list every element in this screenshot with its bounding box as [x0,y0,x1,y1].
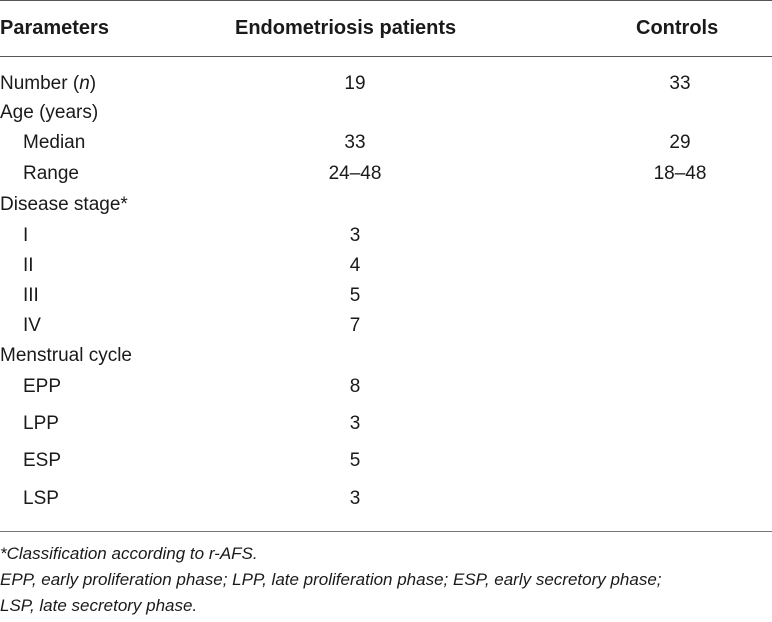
endo-value-text: 3 [349,413,361,434]
footnote-abbreviations-line2: LSP, late secretory phase. [0,596,198,615]
footnote-abbreviations-line1: EPP, early proliferation phase; LPP, late proliferation phase; ESP, early secretory phase; [0,570,662,589]
endo-value-text: 3 [349,225,361,246]
row-label: III [23,285,39,306]
ctrl-value-text: 29 [669,132,691,153]
row-label: II [23,255,34,276]
table-row-median [0,131,772,161]
row-label: Menstrual cycle [0,345,132,366]
table-row-stage-ii [0,254,772,284]
endo-value-text: 19 [344,73,366,94]
table-row-disease-stage [0,193,772,223]
row-label: IV [23,315,41,336]
table-row-menstrual-cycle [0,344,772,374]
header-parameters: Parameters [0,17,109,39]
table-header-rule [0,56,772,57]
table-row-stage-i [0,224,772,254]
table-row-age [0,101,772,131]
endo-value-text: 8 [349,376,361,397]
row-label: Disease stage* [0,194,128,215]
row-label: LSP [23,488,59,509]
table-row-lsp [0,487,772,517]
table-row-epp [0,375,772,405]
ctrl-value-text: 33 [669,73,691,94]
row-label-suffix: ) [89,73,97,94]
table-row-range [0,162,772,192]
header-endometriosis-patients: Endometriosis patients [235,17,457,39]
row-label: Age (years) [0,102,99,123]
table-bottom-rule [0,531,772,532]
endo-value-text: 24–48 [328,163,382,184]
endo-value-text: 5 [349,285,361,306]
row-label: ESP [23,450,62,471]
row-label: Median [23,132,86,153]
endo-value-text: 33 [344,132,366,153]
table-row-number [0,72,772,102]
row-label: EPP [23,376,62,397]
footnote-classification: *Classification according to r-AFS. [0,544,258,563]
table-top-rule [0,0,772,1]
table-row-stage-iii [0,284,772,314]
row-label: Range [23,163,79,184]
table-row-stage-iv [0,314,772,344]
endo-value-text: 7 [349,315,361,336]
row-label: LPP [23,413,59,434]
row-label: I [23,225,29,246]
endo-value-text: 5 [349,450,361,471]
endo-value-text: 4 [349,255,361,276]
table-row-lpp [0,412,772,442]
endo-value-text: 3 [349,488,361,509]
row-label-text: Number ( [0,73,80,94]
row-label-italic: n [79,73,90,94]
table-row-esp [0,449,772,479]
row-label [0,72,96,96]
ctrl-value-text: 18–48 [653,163,707,184]
header-controls: Controls [636,17,719,39]
